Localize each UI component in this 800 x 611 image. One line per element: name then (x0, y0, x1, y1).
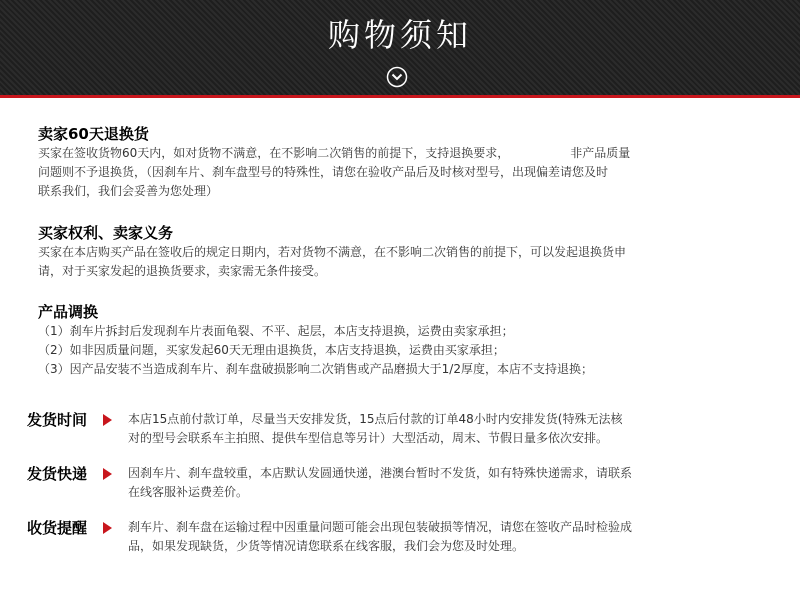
row-label: 发货快递 (27, 465, 88, 483)
section-line: 联系我们，我们会妥善为您处理） (38, 184, 219, 198)
row-line: 品，如果发现缺货，少货等情况请您联系在线客服，我们会为您及时处理。 (128, 539, 525, 553)
arrow-right-icon (103, 468, 112, 480)
section-title: 卖家60天退换货 (38, 125, 149, 143)
section-body (38, 243, 778, 281)
section-body (38, 322, 778, 379)
row-line: 因刹车片、刹车盘较重，本店默认发圆通快递，港澳台暂时不发货，如有特殊快递需求，请联系 (128, 466, 633, 480)
header-divider (0, 95, 800, 98)
section-line: 买家在本店购买产品在签收后的规定日期内，若对货物不满意，在不影响二次销售的前提下，可以发起退换货申 (38, 245, 627, 259)
arrow-right-icon (103, 522, 112, 534)
section-title: 买家权利、卖家义务 (38, 224, 174, 242)
page-header (0, 0, 800, 97)
row-line: 刹车片、刹车盘在运输过程中因重量问题可能会出现包装破损等情况，请您在签收产品时检验成 (128, 520, 633, 534)
page-title: 购物须知 (327, 16, 472, 54)
arrow-right-icon (103, 414, 112, 426)
section-line: 买家在签收货物60天内，如对货物不满意，在不影响二次销售的前提下，支持退换要求， 非产品质量 (38, 146, 631, 160)
section-title: 产品调换 (38, 303, 99, 321)
section-line: 请，对于买家发起的退换货要求，卖家需无条件接受。 (38, 264, 327, 278)
row-text (128, 518, 768, 556)
chevron-down-circle-icon (386, 66, 408, 88)
section-body (38, 144, 778, 201)
row-label: 收货提醒 (27, 519, 88, 537)
section-rights-obligations (38, 223, 778, 281)
row-line: 本店15点前付款订单，尽量当天安排发货，15点后付款的订单48小时内安排发货(特殊无法核 (128, 412, 623, 426)
section-product-exchange (38, 302, 778, 379)
row-text (128, 464, 768, 502)
row-line: 对的型号会联系车主拍照、提供车型信息等另计）大型活动，周末、节假日量多依次安排。 (128, 431, 609, 445)
section-line: （1）刹车片拆封后发现刹车片表面龟裂、不平、起层，本店支持退换，运费由卖家承担； (38, 324, 514, 338)
section-return-policy (38, 124, 778, 201)
row-line: 在线客服补运费差价。 (128, 485, 249, 499)
row-text (128, 410, 768, 448)
section-line: （2）如非因质量问题，买家发起60天无理由退换货，本店支持退换，运费由买家承担； (38, 343, 505, 357)
section-line: 问题则不予退换货，（因刹车片、刹车盘型号的特殊性，请您在验收产品后及时核对型号，出现偏差请您及时 (38, 165, 609, 179)
section-line: （3）因产品安装不当造成刹车片、刹车盘破损影响二次销售或产品磨损大于1/2厚度，本店不支持退换； (38, 362, 593, 376)
row-label: 发货时间 (27, 411, 88, 429)
